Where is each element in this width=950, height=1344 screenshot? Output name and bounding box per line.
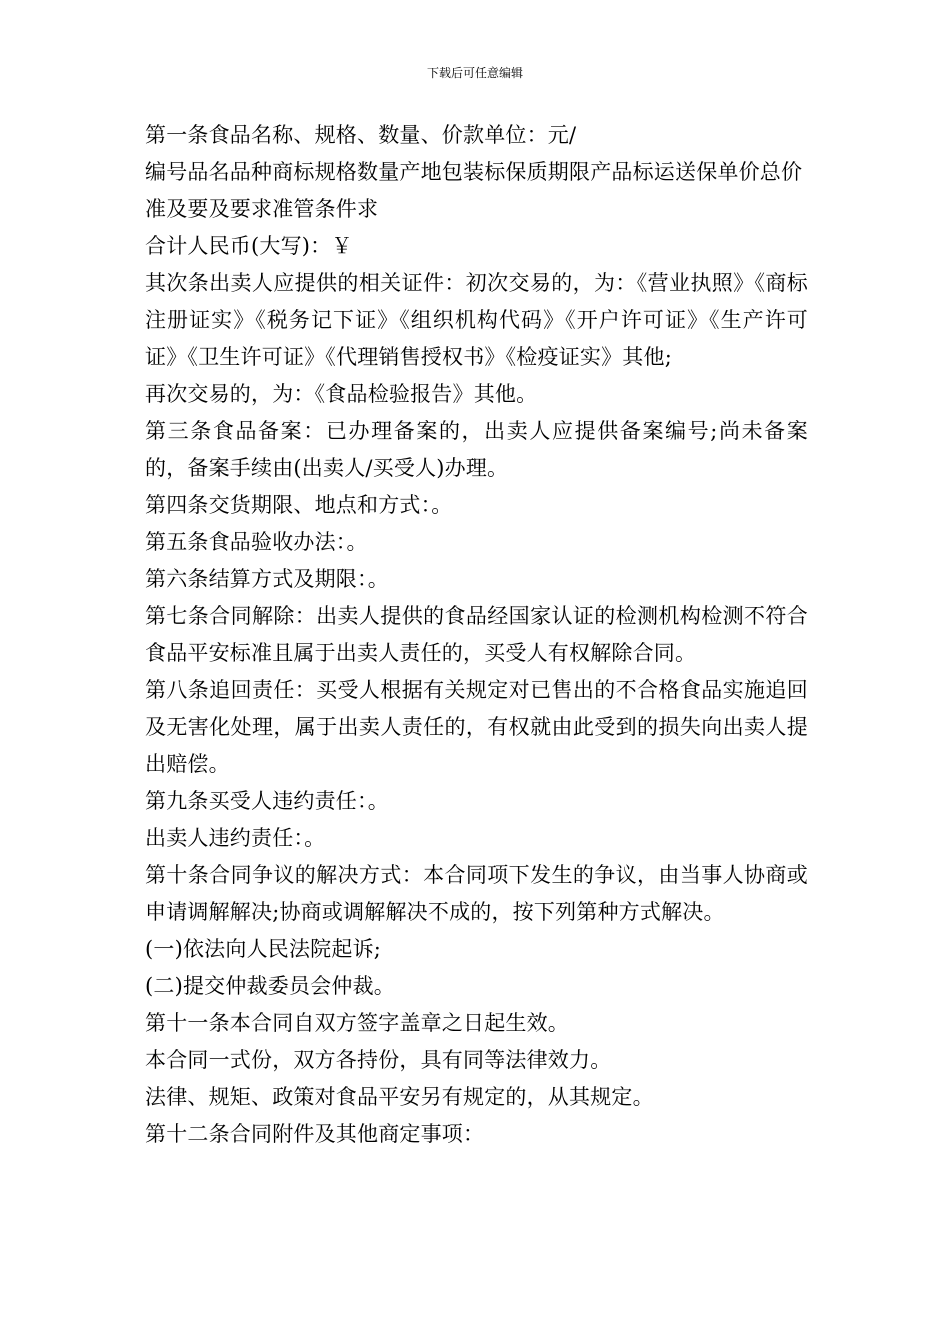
table-header-row-2: 准及要及要求准管条件求 (145, 197, 379, 221)
clause-7: 第七条合同解除：出卖人提供的食品经国家认证的检测机构检测不符合食品平安标准且属于出卖人责任的，买受人有权解除合同。 (145, 604, 808, 665)
clause-4: 第四条交货期限、地点和方式：。 (145, 493, 453, 517)
total-amount-line: 合计人民币(大写)：￥ (145, 234, 353, 258)
clause-10: 第十条合同争议的解决方式：本合同项下发生的争议，由当事人协商或申请调解解决;协商或调解解决不成的，按下列第种方式解决。 (145, 863, 808, 924)
clause-9-seller: 出卖人违约责任：。 (145, 826, 326, 850)
clause-10-option-1: (一)依法向人民法院起诉; (145, 937, 382, 961)
clause-2: 其次条出卖人应提供的相关证件：初次交易的，为：《营业执照》《商标注册证实》《税务记下证》《组织机构代码》《开户许可证》《生产许可证》《卫生许可证》《代理销售授权书》《检疫证实》其他; (145, 271, 808, 369)
clause-10-option-2: (二)提交仲裁委员会仲裁。 (145, 974, 395, 998)
document-body (145, 117, 808, 1153)
table-header-row: 编号品名品种商标规格数量产地包装标保质期限产品标运送保单价总价 (145, 160, 803, 184)
clause-8: 第八条追回责任：买受人根据有关规定对已售出的不合格食品实施追回及无害化处理，属于出卖人责任的，有权就由此受到的损失向出卖人提出赔偿。 (145, 678, 808, 776)
clause-5: 第五条食品验收办法：。 (145, 530, 368, 554)
clause-6: 第六条结算方式及期限：。 (145, 567, 389, 591)
clause-1-title: 第一条食品名称、规格、数量、价款单位：元/ (145, 123, 577, 147)
clause-11: 第十一条本合同自双方签字盖章之日起生效。 (145, 1011, 569, 1035)
clause-11-law: 法律、规矩、政策对食品平安另有规定的，从其规定。 (145, 1085, 654, 1109)
clause-11-copies: 本合同一式份，双方各持份，具有同等法律效力。 (145, 1048, 612, 1072)
clause-3: 第三条食品备案：已办理备案的，出卖人应提供备案编号;尚未备案的，备案手续由(出卖人/买受人)办理。 (145, 419, 808, 480)
clause-12: 第十二条合同附件及其他商定事项： (145, 1122, 485, 1146)
clause-2-repeat-trade: 再次交易的，为：《食品检验报告》其他。 (145, 382, 538, 406)
page-header: 下载后可任意编辑 (426, 66, 523, 80)
clause-9-buyer: 第九条买受人违约责任：。 (145, 789, 389, 813)
